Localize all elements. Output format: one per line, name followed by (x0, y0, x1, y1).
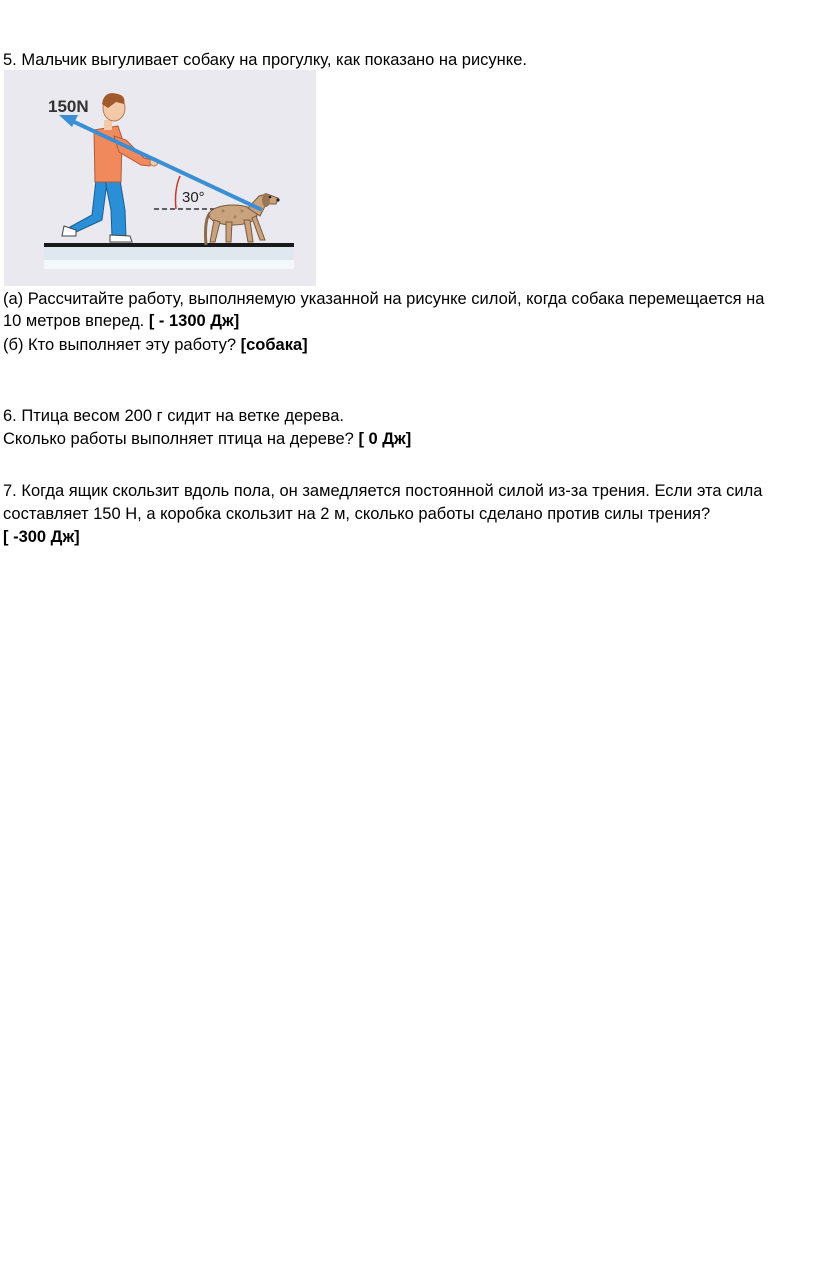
task5-question-a-text: 10 метров вперед. (3, 312, 149, 330)
task6-answer: [ 0 Дж] (358, 430, 412, 448)
task7-line1: 7. Когда ящик скользит вдоль пола, он замедляется постоянной силой из-за трения. Если эта сила (3, 482, 763, 500)
task5-question-b-text: (б) Кто выполняет эту работу? (3, 336, 241, 354)
task5-question-b (3, 334, 308, 356)
angle-label: 30° (182, 189, 205, 206)
task6-line1: 6. Птица весом 200 г сидит на ветке дерева. (3, 407, 344, 425)
task6-question-text: Сколько работы выполняет птица на дереве? (3, 430, 359, 448)
force-label: 150N (48, 97, 89, 116)
task7-line2: составляет 150 Н, а коробка скользит на 2 м, сколько работы сделано против силы трения? (3, 505, 711, 523)
task5-answer-a: [ - 1300 Дж] (148, 312, 240, 330)
dog-walk-figure (4, 70, 316, 286)
task5-question-a-line2 (3, 310, 239, 332)
task6-line2 (3, 428, 411, 450)
ground (44, 243, 294, 269)
task5-answer-b: [собака] (240, 336, 308, 354)
task5-question-a-line1: (а) Рассчитайте работу, выполняемую указанной на рисунке силой, когда собака перемещается на (3, 290, 765, 308)
task5-title: 5. Мальчик выгуливает собаку на прогулку, как показано на рисунке. (3, 51, 527, 69)
task7-answer: [ -300 Дж] (3, 528, 80, 546)
